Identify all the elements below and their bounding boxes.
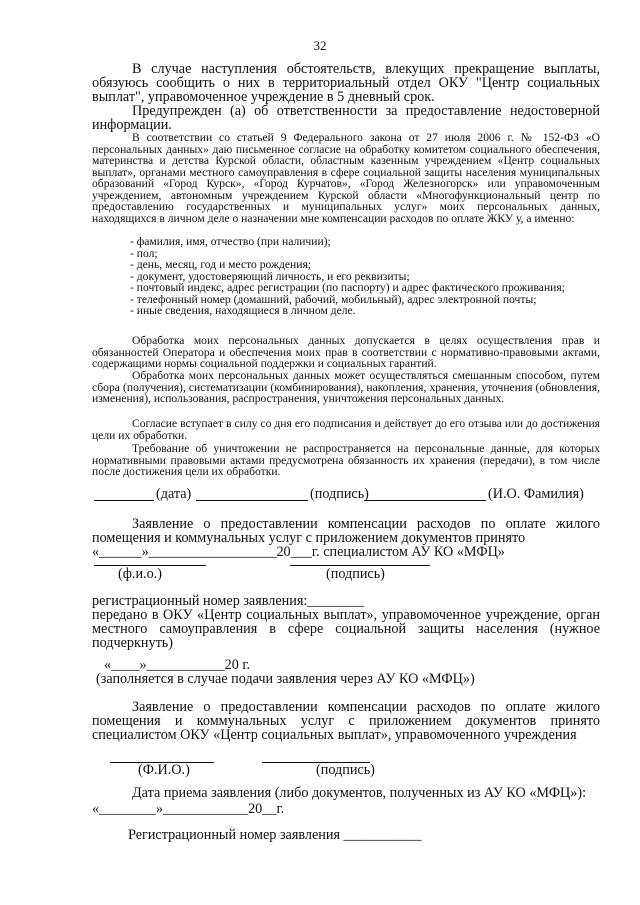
list-item: - день, месяц, год и место рождения; [130, 258, 312, 271]
consent-paragraph: В соответствии со статьей 9 Федерального закона от 27 июля 2006 г. № 152-ФЗ «О персональных данных» даю письменное согласие на обработку комитетом социального обеспечения, материнства и детства Курской области, областным казенным учреждением «Центр социальных выплат», органами местного самоуправления в сфере социальной защиты населения муниципальных образований «Город Курск», «Город Курчатов», «Город Железногорск» или управомоченным учреждением, автономным учреждением Курской области «Многофункциональный центр по предоставлению государственных и муниципальных услуг» моих персональных данных, находящихся в личном деле о назначении мне компенсации расходов по оплате ЖКУ у, а именно: [92, 131, 600, 225]
liability-paragraph: Предупрежден (а) об ответственности за предоставление недостоверной информации. [92, 103, 600, 133]
csv-signature-caption: (подпись) [316, 762, 375, 778]
receipt-date-text: Дата приема заявления (либо документов, полученных из АУ КО «МФЦ»): [132, 785, 587, 801]
mfc-acceptance-date-line: «______»__________________20___г. специалистом АУ КО «МФЦ» [92, 544, 505, 560]
mfc-acceptance-text: Заявление о предоставлении компенсации расходов по оплате жилого помещения и коммунальных услуг с приложением документов принято [92, 516, 600, 546]
obligation-paragraph: В случае наступления обстоятельств, влекущих прекращение выплаты, обязуюсь сообщить о них в территориальный отдел ОКУ "Центр социальных выплат", управомоченное учреждение в 5 дневный срок. [92, 61, 600, 105]
personal-data-list [92, 236, 600, 317]
mfc-registration-number: регистрационный номер заявления:________ [92, 593, 365, 609]
receipt-registration-number: Регистрационный номер заявления ___________ [128, 827, 422, 843]
list-item: - фамилия, имя, отчество (при наличии); [130, 235, 331, 248]
name-blank-line [364, 500, 486, 501]
mfc-transfer-text: передано в ОКУ «Центр социальных выплат», управомоченное учреждение, орган местного самоуправления в сфере социальной защиты населения (нужное подчеркнуть) [92, 607, 600, 651]
signature-blank-line [196, 500, 308, 501]
list-item: - документ, удостоверяющий личность, и его реквизиты; [130, 269, 410, 283]
processing-purpose-paragraph: Обработка моих персональных данных допускается в целях осуществления прав и обязанностей Оператора и обеспечения моих прав в соответствии с нормативно-правовыми актами, содержащими нормы социальной поддержки и социальных гарантий. [92, 334, 600, 370]
destruction-paragraph: Требование об уничтожении не распространяется на персональные данные, для которых нормативными правовыми актами предусмотрена обязанность их хранения (передачи), в том числе после достижения цели их обработки. [92, 442, 600, 478]
date-blank-line [94, 500, 154, 501]
mfc-fio-caption: (ф.и.о.) [118, 566, 162, 582]
page-number: 32 [313, 38, 327, 53]
processing-method-paragraph: Обработка моих персональных данных может осуществляться смешанным способом, путем сбора (получения), систематизации (комбинирования), накопления, хранения, уточнения (обновления, изменения), использования, распространения, уничтожения персональных данных. [92, 369, 600, 405]
mfc-note: (заполняется в случае подачи заявления через АУ КО «МФЦ») [96, 671, 475, 687]
receipt-date-line: «________»____________20__г. [92, 801, 285, 817]
name-caption: (И.О. Фамилия) [488, 486, 584, 502]
csv-fio-caption: (Ф.И.О.) [138, 762, 190, 778]
list-item: - почтовый индекс, адрес регистрации (по паспорту) и адрес фактического проживания; [130, 281, 565, 294]
mfc-transfer-date: «____»___________20 г. [104, 657, 251, 673]
list-item: - телефонный номер (домашний, рабочий, мобильный), адрес электронной почты; [130, 292, 537, 306]
signature-caption: (подпись) [310, 486, 369, 502]
list-item: - иные сведения, находящиеся в личном деле. [130, 304, 356, 317]
csv-acceptance-text: Заявление о предоставлении компенсации расходов по оплате жилого помещения и коммунальных услуг с приложением документов принято специалистом ОКУ «Центр социальных выплат», управомоченного учреждения [92, 699, 600, 743]
list-item: - пол; [130, 246, 158, 260]
consent-validity-paragraph: Согласие вступает в силу со дня его подписания и действует до его отзыва или до достижения цели их обработки. [92, 417, 600, 442]
date-caption: (дата) [156, 486, 192, 502]
mfc-signature-caption: (подпись) [326, 566, 385, 582]
